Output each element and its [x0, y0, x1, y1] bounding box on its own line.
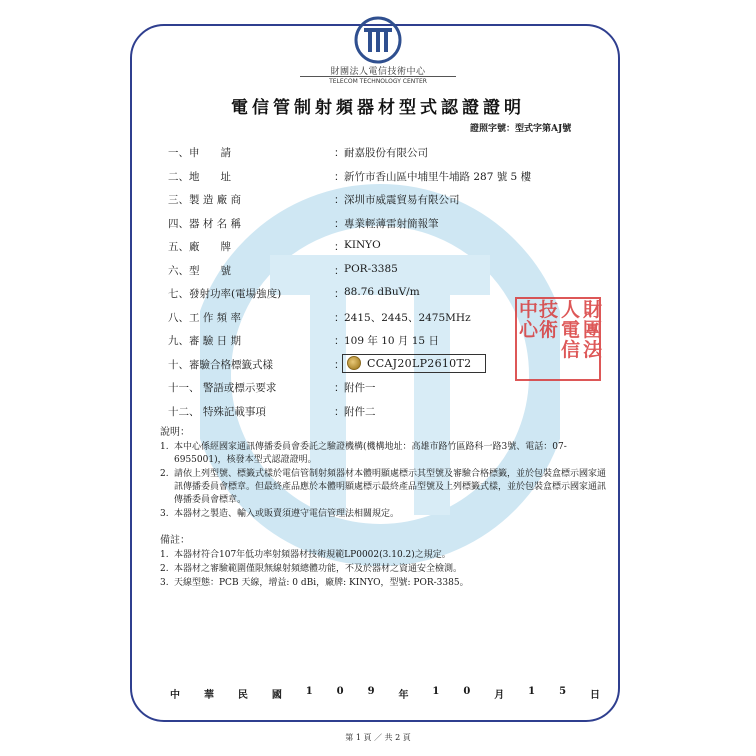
field-test-date: 九、審 驗 日 期 ： 109 年 10 月 15 日 [168, 335, 439, 347]
field-value: 附件一 [344, 382, 376, 394]
field-value: 專業輕薄雷射簡報筆 [344, 217, 439, 230]
remark-item: 2. 本器材之審驗範圍僅限無線射頻總體功能，不及於器材之資通安全檢測。 [160, 564, 463, 574]
field-label: 三、製 造 廠 商 [168, 194, 242, 206]
field-value: 新竹市香山區中埔里牛埔路 287 號 5 樓 [344, 170, 532, 183]
ncc-mark-icon [347, 356, 361, 370]
field-label: 四、器 材 名 稱 [168, 217, 242, 230]
field-special-notes: 十二、 特殊記載事項 ： 附件二 [168, 405, 376, 418]
remarks-section [160, 534, 612, 591]
remark-item: 1. 本器材符合107年低功率射頻器材技術規範LP0002(3.10.2)之規定。 [160, 550, 451, 560]
field-value: 88.76 dBuV/m [344, 286, 420, 298]
note-item: 2. 請依上列型號、標籤式樣於電信管制射頻器材本體明顯處標示其型號及審驗合格標籤，並於包裝盒標示國家通訊傳播委員會標章。但最終產品應於本體明顯處標示最終產品型號及上列標籤式樣，並於包裝盒標示國家通訊傳播委員會標章。 [160, 469, 607, 505]
field-label: 十一、 警語或標示要求 [168, 382, 277, 394]
field-value: 深圳市威震貿易有限公司 [344, 194, 460, 206]
field-label: 一、申 請 [168, 147, 231, 159]
field-applicant: 一、申 請 ： 耐嘉股份有限公司 [168, 147, 428, 159]
field-value: 109 年 10 月 15 日 [344, 335, 439, 347]
note-item: 1. 本中心係經國家通訊傳播委員會委託之驗證機構(機構地址：高雄市路竹區路科一路3號、電話：07-6955001)，核發本型式認證證明。 [160, 442, 567, 465]
certificate-number: 證照字號：型式字第AJ號 [470, 124, 572, 134]
field-value: POR-3385 [344, 262, 398, 275]
field-frequency: 八、工 作 頻 率 ： 2415、2445、2475MHz [168, 311, 471, 324]
field-label: 八、工 作 頻 率 [168, 311, 242, 324]
field-label: 六、型 號 [168, 264, 231, 277]
note-item: 3. 本器材之製造、輸入或販賣須遵守電信管理法相關規定。 [160, 509, 400, 519]
field-model: 六、型 號 ： POR-3385 [168, 262, 398, 277]
field-brand: 五、廠 牌 ： KINYO [168, 239, 381, 253]
certificate-title: 電信管制射頻器材型式認證證明 [231, 98, 525, 118]
remarks-heading: 備註： [160, 535, 190, 546]
notes-heading: 說明： [160, 427, 190, 438]
field-label: 九、審 驗 日 期 [168, 335, 242, 347]
field-label-sample: 十、審驗合格標籤式樣 ： CCAJ20LP2610T2 [168, 357, 608, 381]
field-value: 2415、2445、2475MHz [344, 311, 471, 324]
field-value: 附件二 [344, 405, 376, 418]
page-number: 第 1 頁 ／ 共 2 頁 [345, 733, 411, 742]
certificate-fields [168, 145, 608, 427]
org-name-en: TELECOM TECHNOLOGY CENTER [300, 76, 456, 85]
approval-label-box [342, 354, 486, 373]
issue-date: 中 華 民 國 1 0 9 年 1 0 月 1 5 日 [170, 686, 600, 701]
field-address: 二、地 址 ： 新竹市香山區中埔里牛埔路 287 號 5 樓 [168, 170, 532, 183]
approval-label-code: CCAJ20LP2610T2 [367, 356, 472, 370]
official-seal-stamp: 財 團 法 人 電 信 技 術 中 心 [515, 297, 601, 381]
field-manufacturer: 三、製 造 廠 商 ： 深圳市威震貿易有限公司 [168, 194, 460, 206]
field-label: 十二、 特殊記載事項 [168, 405, 266, 418]
field-value: KINYO [344, 239, 381, 251]
notes-section [160, 426, 612, 522]
field-equipment-name: 四、器 材 名 稱 ： 專業輕薄雷射簡報筆 [168, 217, 439, 230]
field-label: 五、廠 牌 [168, 241, 231, 253]
remark-item: 3. 天線型態：PCB 天線，增益: 0 dBi，廠牌: KINYO，型號: POR-3385。 [160, 578, 469, 588]
field-power: 七、發射功率(電場強度) ： 88.76 dBuV/m [168, 286, 420, 300]
field-label: 二、地 址 [168, 170, 231, 183]
field-label: 十、審驗合格標籤式樣 [168, 358, 273, 371]
org-name-zh: 財團法人電信技術中心 [330, 67, 426, 77]
field-warning: 十一、 警語或標示要求 ： 附件一 [168, 382, 376, 394]
field-value: 耐嘉股份有限公司 [344, 147, 428, 159]
field-label: 七、發射功率(電場強度) [168, 288, 282, 300]
